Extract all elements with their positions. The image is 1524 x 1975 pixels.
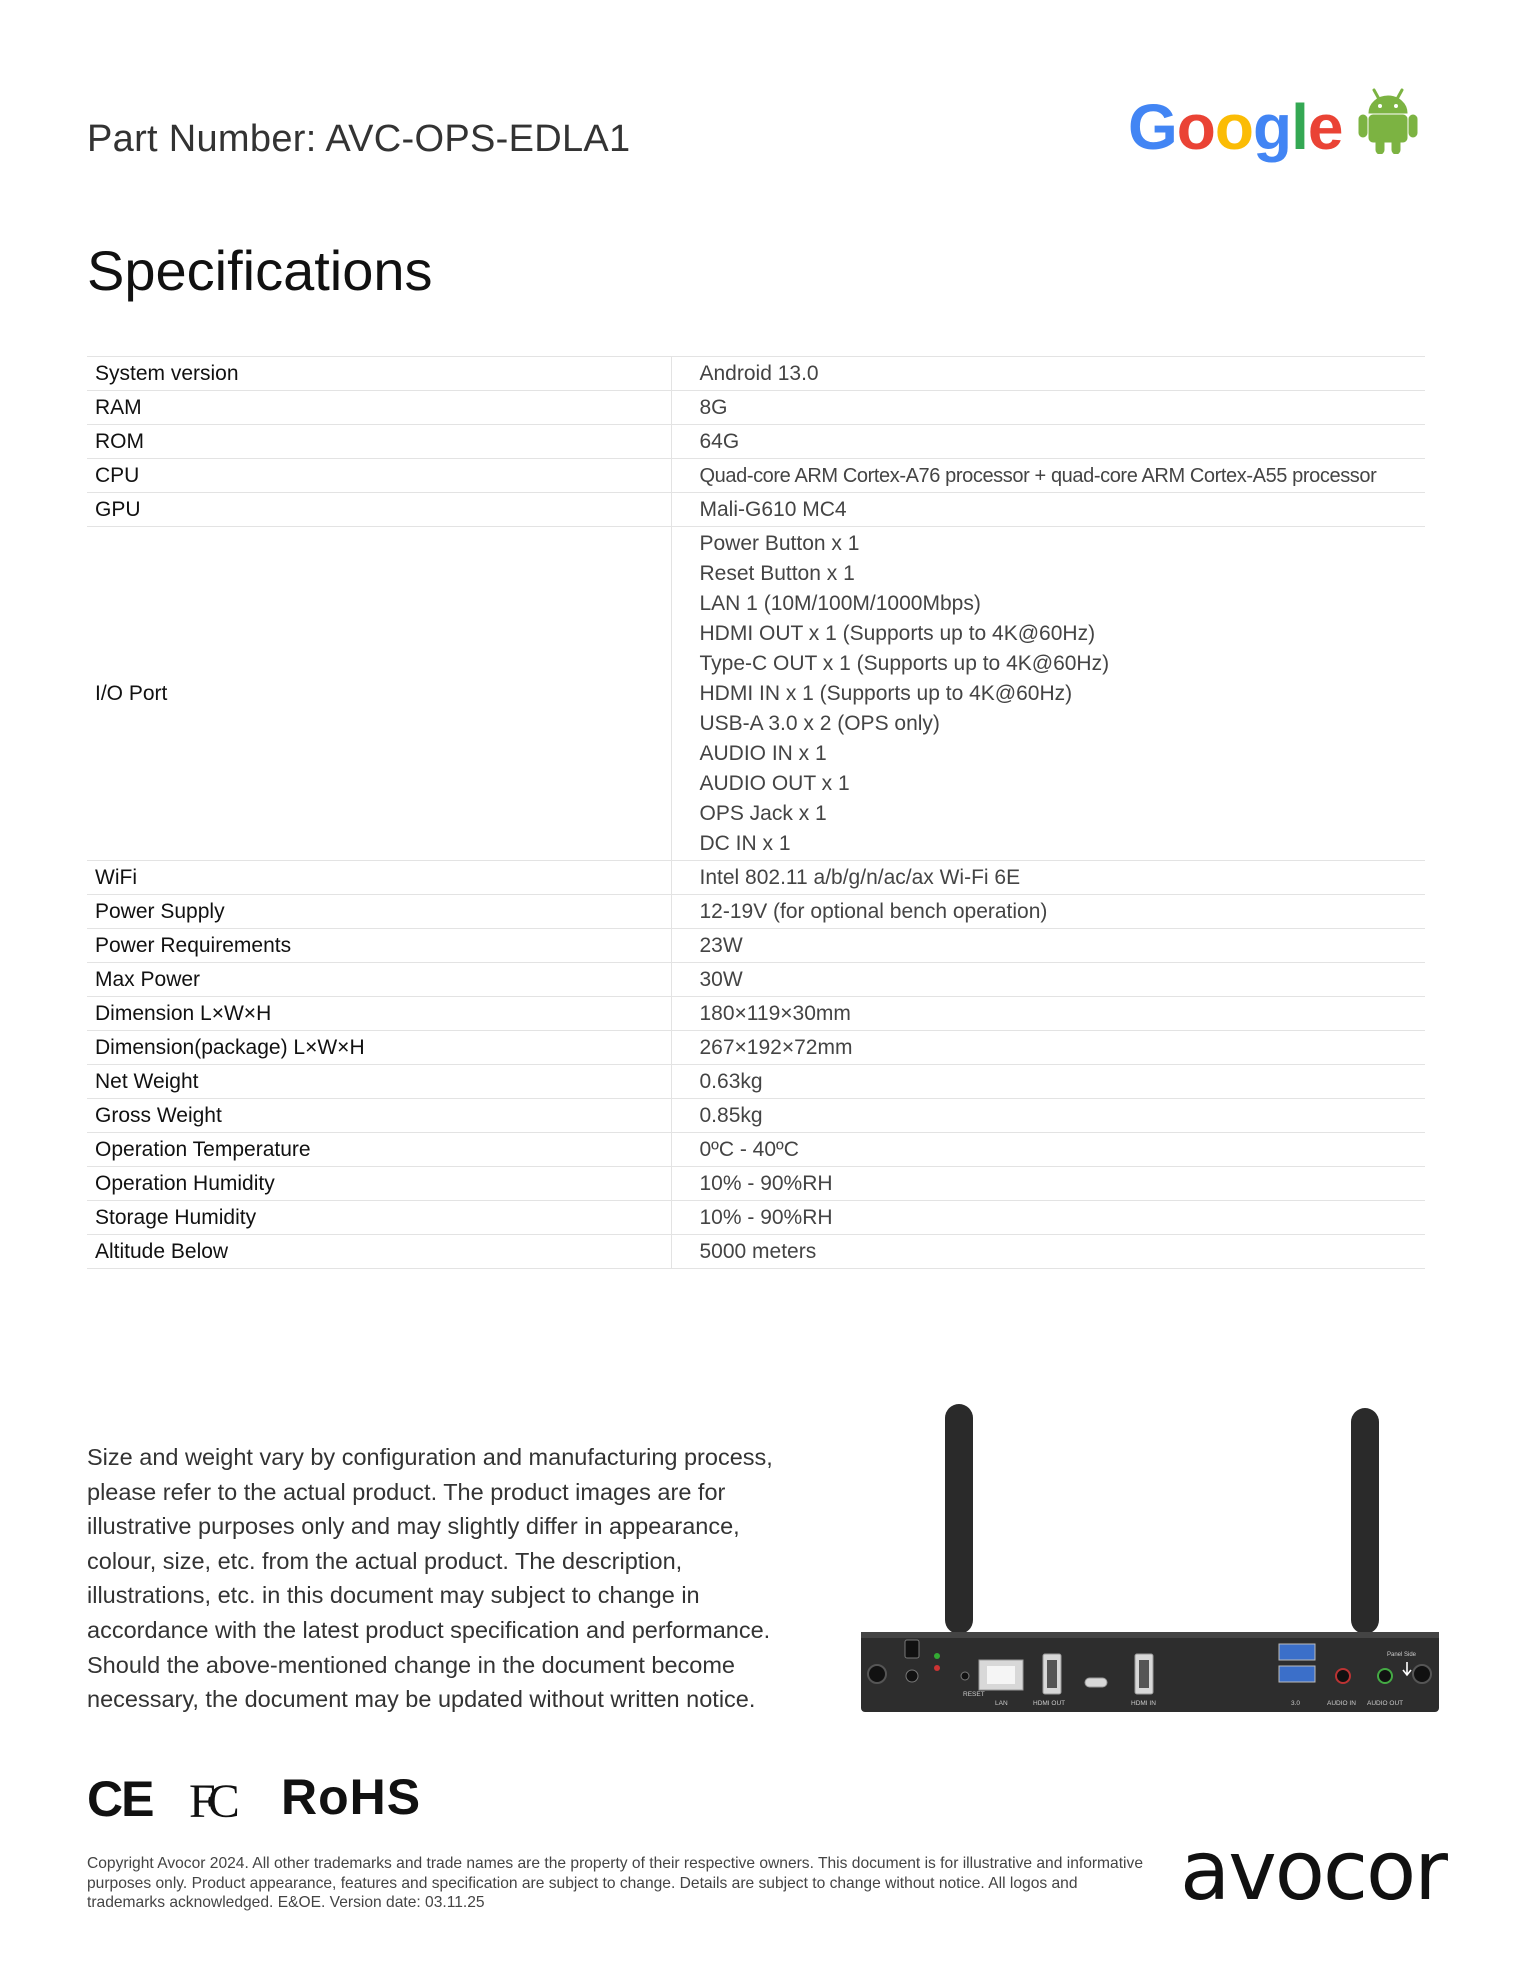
spec-value — [671, 1235, 1425, 1269]
spec-value — [671, 391, 1425, 425]
product-image — [855, 1398, 1445, 1718]
spec-value — [671, 1201, 1425, 1235]
spec-row — [87, 861, 1425, 895]
spec-key: Power Supply — [87, 895, 671, 929]
spec-value-line: LAN 1 (10M/100M/1000Mbps) — [699, 592, 981, 615]
spec-key: GPU — [87, 493, 671, 527]
spec-row — [87, 493, 1425, 527]
google-letter: o — [1214, 91, 1253, 163]
spec-value-line: OPS Jack x 1 — [699, 802, 827, 825]
spec-row — [87, 1133, 1425, 1167]
spec-value-line: 64G — [699, 430, 740, 453]
antenna-left — [945, 1404, 973, 1634]
spec-value — [671, 357, 1425, 391]
spec-value-line: 5000 meters — [699, 1240, 817, 1263]
antenna-right — [1351, 1408, 1379, 1634]
rohs-mark: RoHS — [281, 1769, 422, 1825]
spec-value — [671, 963, 1425, 997]
spec-value-line: 180×119×30mm — [699, 1002, 851, 1025]
audio-in-label: AUDIO IN — [1327, 1700, 1356, 1707]
spec-row — [87, 1235, 1425, 1269]
brand-logo: avocor — [1180, 1824, 1446, 1919]
spec-key: Operation Temperature — [87, 1133, 671, 1167]
page-title: Specifications — [87, 239, 433, 302]
spec-value-line: 8G — [699, 396, 728, 419]
spec-row — [87, 1031, 1425, 1065]
spec-key: Dimension L×W×H — [87, 997, 671, 1031]
part-number: Part Number: AVC-OPS-EDLA1 — [87, 118, 631, 160]
spec-key: Power Requirements — [87, 929, 671, 963]
spec-value-line: 23W — [699, 934, 743, 957]
spec-value — [671, 459, 1425, 493]
reset-label: RESET — [963, 1691, 985, 1698]
spec-value — [671, 1167, 1425, 1201]
google-letter: o — [1176, 91, 1215, 163]
spec-key: Max Power — [87, 963, 671, 997]
spec-row — [87, 963, 1425, 997]
spec-key: Altitude Below — [87, 1235, 671, 1269]
spec-row — [87, 527, 1425, 861]
panel-side-label: Panel Side — [1387, 1652, 1417, 1658]
spec-row — [87, 895, 1425, 929]
spec-key: RAM — [87, 391, 671, 425]
spec-row — [87, 357, 1425, 391]
spec-value-line: HDMI IN x 1 (Supports up to 4K@60Hz) — [699, 682, 1073, 705]
spec-row — [87, 1065, 1425, 1099]
spec-value — [671, 895, 1425, 929]
spec-value-line: 0.63kg — [699, 1070, 763, 1093]
spec-value-line: 12-19V (for optional bench operation) — [699, 900, 1048, 923]
spec-value — [671, 425, 1425, 459]
spec-value-line: USB-A 3.0 x 2 (OPS only) — [699, 712, 940, 735]
spec-value-line: Type-C OUT x 1 (Supports up to 4K@60Hz) — [699, 652, 1110, 675]
spec-key: CPU — [87, 459, 671, 493]
ce-mark: CE — [87, 1771, 153, 1827]
spec-value-line: AUDIO IN x 1 — [699, 742, 827, 765]
spec-value — [671, 493, 1425, 527]
spec-row — [87, 929, 1425, 963]
spec-key: Gross Weight — [87, 1099, 671, 1133]
spec-key: Storage Humidity — [87, 1201, 671, 1235]
spec-value — [671, 929, 1425, 963]
spec-value-line: 267×192×72mm — [699, 1036, 853, 1059]
spec-value — [671, 861, 1425, 895]
lan-label: LAN — [995, 1700, 1008, 1707]
google-letter: G — [1128, 91, 1177, 163]
usb-label: 3.0 — [1291, 1700, 1301, 1707]
audio-out-label: AUDIO OUT — [1367, 1700, 1404, 1707]
fcc-mark: FC — [189, 1775, 232, 1828]
spec-key: System version — [87, 357, 671, 391]
hdmi-in-label: HDMI IN — [1131, 1700, 1156, 1707]
spec-value-line: HDMI OUT x 1 (Supports up to 4K@60Hz) — [699, 622, 1096, 645]
spec-value-line: Reset Button x 1 — [699, 562, 855, 585]
spec-value-line: Android 13.0 — [699, 362, 819, 385]
spec-row — [87, 425, 1425, 459]
spec-value-line: 30W — [699, 968, 743, 991]
google-letter: e — [1307, 91, 1343, 163]
spec-value-line: 10% - 90%RH — [699, 1206, 833, 1229]
spec-value — [671, 1133, 1425, 1167]
spec-row — [87, 459, 1425, 493]
spec-table — [87, 356, 1425, 1269]
google-letter: l — [1291, 91, 1308, 163]
spec-value-line: AUDIO OUT x 1 — [699, 772, 850, 795]
spec-key: I/O Port — [87, 527, 671, 861]
spec-value — [671, 1099, 1425, 1133]
spec-value-line: Mali-G610 MC4 — [699, 498, 847, 521]
spec-value — [671, 527, 1425, 861]
spec-key: Dimension(package) L×W×H — [87, 1031, 671, 1065]
spec-row — [87, 391, 1425, 425]
spec-value — [671, 1065, 1425, 1099]
google-letter: g — [1252, 91, 1292, 163]
spec-value-line: 10% - 90%RH — [699, 1172, 833, 1195]
spec-value-line: 0.85kg — [699, 1104, 763, 1127]
spec-value-line: Intel 802.11 a/b/g/n/ac/ax Wi-Fi 6E — [699, 866, 1021, 889]
spec-value-line: 0ºC - 40ºC — [699, 1138, 799, 1161]
disclaimer: Size and weight vary by configuration and manufacturing process, please refer to the actual product. The product images are for illustrative purposes only and may slightly differ in appearance, colour, size, etc. from the actual product. The description, illustrations, etc. in this document may subject to change in accordance with the latest product specification and performance. Should the above-mentioned change in the document become necessary, the document may be updated without written notice. — [87, 1444, 773, 1713]
spec-key: ROM — [87, 425, 671, 459]
android-logo-icon — [1358, 86, 1418, 154]
spec-key: Operation Humidity — [87, 1167, 671, 1201]
spec-value — [671, 1031, 1425, 1065]
google-logo — [1128, 90, 1342, 164]
spec-row — [87, 997, 1425, 1031]
copyright-text: Copyright Avocor 2024. All other trademarks and trade names are the property of their respective owners. This document is for illustrative and informative purposes only. Product appearance, features and specification are subject to change. Details are subject to change without notice. All logos and trademarks acknowledged. E&OE. Version date: 03.11.25 — [87, 1855, 1143, 1912]
spec-row — [87, 1201, 1425, 1235]
spec-value-line: DC IN x 1 — [699, 832, 791, 855]
spec-value — [671, 997, 1425, 1031]
spec-row — [87, 1167, 1425, 1201]
spec-value-line: Quad-core ARM Cortex-A76 processor + quad-core ARM Cortex-A55 processor — [699, 465, 1377, 487]
spec-row — [87, 1099, 1425, 1133]
spec-key: Net Weight — [87, 1065, 671, 1099]
spec-key: WiFi — [87, 861, 671, 895]
spec-value-line: Power Button x 1 — [699, 532, 860, 555]
hdmi-out-label: HDMI OUT — [1033, 1700, 1066, 1707]
